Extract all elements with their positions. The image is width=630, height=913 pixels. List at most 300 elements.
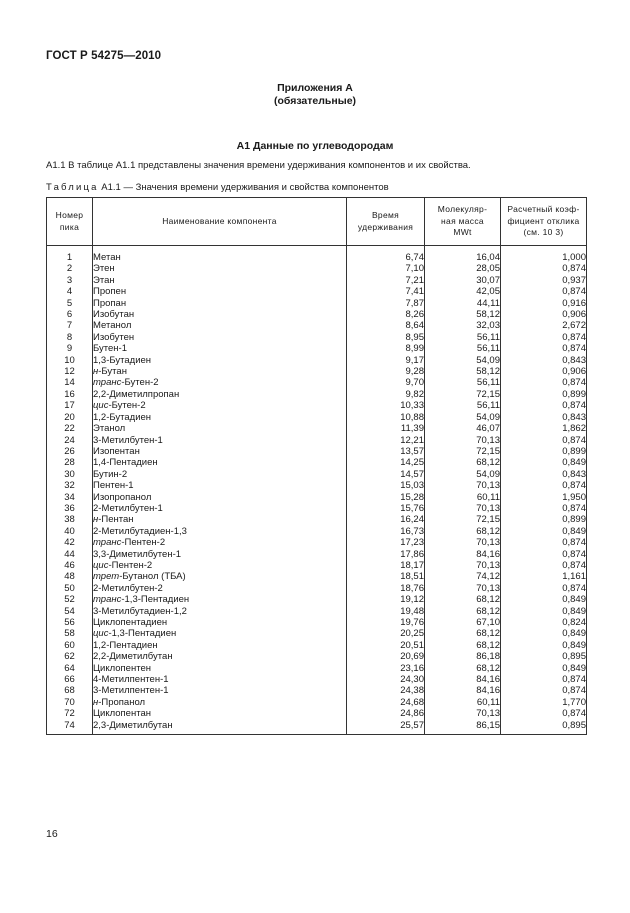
peak-number-cell: 20 [47,412,93,423]
retention-time-cell: 24,30 [347,674,425,685]
name-prefix-italic: транс [93,377,122,389]
response-factor-cell: 0,843 [501,412,587,423]
table-row [47,628,587,639]
component-name-cell [93,400,347,411]
retention-time-cell: 24,68 [347,697,425,708]
component-name-cell [93,549,347,560]
retention-time-cell: 12,21 [347,435,425,446]
name-prefix-italic: н [93,366,99,378]
component-name-cell [93,708,347,719]
retention-time-cell: 15,28 [347,492,425,503]
response-factor-cell: 0,874 [501,377,587,388]
retention-time-cell: 19,12 [347,594,425,605]
table-row [47,446,587,457]
name-text: Циклопентен [93,662,151,674]
table-row [47,492,587,503]
component-name-cell [93,640,347,651]
col-header-response-factor [501,198,587,246]
molecular-mass-cell: 58,12 [425,366,501,377]
response-factor-cell: 0,906 [501,366,587,377]
name-text: Пентен-1 [93,480,134,492]
name-text: 2-Метилбутен-2 [93,582,163,594]
retention-time-cell: 18,17 [347,560,425,571]
molecular-mass-cell: 44,11 [425,298,501,309]
component-name-cell [93,389,347,400]
component-name-cell [93,377,347,388]
component-name-cell [93,674,347,685]
col-header-line: ная масса [441,215,484,226]
components-table [46,197,587,735]
response-factor-cell: 0,874 [501,332,587,343]
molecular-mass-cell: 58,12 [425,309,501,320]
table-row [47,275,587,286]
peak-number-cell: 1 [47,252,93,263]
name-text: 2,2-Диметилбутан [93,651,173,663]
retention-time-cell: 16,24 [347,514,425,525]
name-text: Пропен [93,286,127,298]
table-row [47,583,587,594]
name-prefix-italic: транс [93,594,122,606]
component-name-cell [93,286,347,297]
col-header-line: Время [371,210,400,220]
name-text: Метан [93,252,121,263]
table-row [47,503,587,514]
table-row [47,377,587,388]
name-text: Циклопентадиен [93,617,168,628]
table-row [47,389,587,400]
component-name-cell [93,332,347,343]
table-row [47,355,587,366]
table-row [47,400,587,411]
table-caption-label: Таблица [46,182,99,193]
name-text: -Бутен-2 [121,377,159,389]
table-row [47,663,587,674]
col-header-line: Номер [55,210,84,220]
molecular-mass-cell: 56,11 [425,377,501,388]
molecular-mass-cell: 54,09 [425,355,501,366]
peak-number-cell: 38 [47,514,93,525]
component-name-cell [93,526,347,537]
table-body [47,246,587,735]
molecular-mass-cell: 70,13 [425,480,501,491]
response-factor-cell: 0,849 [501,457,587,468]
name-text: Бутен-1 [93,343,127,355]
retention-time-cell: 19,76 [347,617,425,628]
peak-number-cell: 30 [47,469,93,480]
table-row [47,606,587,617]
component-name-cell [93,537,347,548]
response-factor-cell: 0,874 [501,560,587,571]
name-text: Этан [93,274,115,286]
retention-time-cell: 9,28 [347,366,425,377]
component-name-cell [93,514,347,525]
name-text: Метанол [93,320,132,332]
peak-number-cell: 72 [47,708,93,719]
response-factor-cell: 0,849 [501,663,587,674]
table-row [47,674,587,685]
response-factor-cell: 0,916 [501,298,587,309]
table-row [47,514,587,525]
name-prefix-italic: цис [93,559,109,571]
name-text: 1,2-Пентадиен [93,639,158,651]
table-row [47,697,587,708]
retention-time-cell: 16,73 [347,526,425,537]
name-text: -1,3-Пентадиен [108,628,177,640]
molecular-mass-cell: 60,11 [425,492,501,503]
molecular-mass-cell: 28,05 [425,263,501,274]
peak-number-cell: 22 [47,423,93,434]
retention-time-cell: 20,51 [347,640,425,651]
retention-time-cell: 10,33 [347,400,425,411]
table-row [47,560,587,571]
peak-number-cell: 34 [47,492,93,503]
name-text: Изобутен [93,331,135,343]
response-factor-cell: 0,937 [501,275,587,286]
table-row [47,252,587,263]
name-text: Пропан [93,297,127,309]
peak-number-cell: 60 [47,640,93,651]
retention-time-cell: 25,57 [347,720,425,735]
molecular-mass-cell: 70,13 [425,435,501,446]
name-text: 3-Метилбутадиен-1,2 [93,605,187,617]
name-text: Изобутан [93,309,135,321]
molecular-mass-cell: 68,12 [425,457,501,468]
retention-time-cell: 9,82 [347,389,425,400]
table-row [47,366,587,377]
name-prefix-italic: трет [93,571,120,583]
peak-number-cell: 36 [47,503,93,514]
peak-number-cell: 26 [47,446,93,457]
name-prefix-italic: н [93,696,99,708]
component-name-cell [93,355,347,366]
molecular-mass-cell: 56,11 [425,343,501,354]
name-text: -Пропанол [98,696,146,708]
name-prefix-italic: транс [93,537,122,549]
molecular-mass-cell: 72,15 [425,446,501,457]
table-row [47,263,587,274]
response-factor-cell: 0,849 [501,628,587,639]
molecular-mass-cell: 60,11 [425,697,501,708]
retention-time-cell: 9,17 [347,355,425,366]
section-intro: А1.1 В таблице А1.1 представлены значения времени удерживания компонентов и их свойства. [46,160,471,171]
name-text: Изопропанол [93,491,152,503]
appendix-subtitle: (обязательные) [273,95,357,107]
peak-number-cell: 46 [47,560,93,571]
component-name-cell [93,503,347,514]
response-factor-cell: 0,843 [501,469,587,480]
molecular-mass-cell: 68,12 [425,640,501,651]
molecular-mass-cell: 84,16 [425,549,501,560]
table-row [47,651,587,662]
retention-time-cell: 7,10 [347,263,425,274]
name-text: 3-Метилпентен-1 [93,685,169,697]
retention-time-cell: 15,76 [347,503,425,514]
peak-number-cell: 42 [47,537,93,548]
molecular-mass-cell: 86,18 [425,651,501,662]
component-name-cell [93,298,347,309]
retention-time-cell: 20,25 [347,628,425,639]
molecular-mass-cell: 70,13 [425,503,501,514]
molecular-mass-cell: 72,15 [425,514,501,525]
molecular-mass-cell: 16,04 [425,252,501,263]
response-factor-cell: 0,874 [501,537,587,548]
page-number: 16 [46,828,58,840]
peak-number-cell: 32 [47,480,93,491]
component-name-cell [93,412,347,423]
component-name-cell [93,366,347,377]
peak-number-cell: 12 [47,366,93,377]
peak-number-cell: 3 [47,275,93,286]
response-factor-cell: 0,874 [501,685,587,696]
response-factor-cell: 0,849 [501,606,587,617]
peak-number-cell: 44 [47,549,93,560]
retention-time-cell: 7,87 [347,298,425,309]
peak-number-cell: 10 [47,355,93,366]
component-name-cell [93,263,347,274]
molecular-mass-cell: 30,07 [425,275,501,286]
table-row [47,320,587,331]
retention-time-cell: 17,23 [347,537,425,548]
name-text: 2,3-Диметилбутан [93,719,173,731]
molecular-mass-cell: 84,16 [425,685,501,696]
response-factor-cell: 0,874 [501,343,587,354]
molecular-mass-cell: 68,12 [425,526,501,537]
molecular-mass-cell: 86,15 [425,720,501,735]
peak-number-cell: 2 [47,263,93,274]
molecular-mass-cell: 70,13 [425,708,501,719]
table-row [47,286,587,297]
molecular-mass-cell: 54,09 [425,412,501,423]
table-row [47,343,587,354]
response-factor-cell: 0,874 [501,435,587,446]
response-factor-cell: 1,161 [501,571,587,582]
component-name-cell [93,435,347,446]
retention-time-cell: 13,57 [347,446,425,457]
peak-number-cell: 74 [47,720,93,735]
component-name-cell [93,571,347,582]
retention-time-cell: 8,26 [347,309,425,320]
response-factor-cell: 1,770 [501,697,587,708]
name-text: -Пентен-2 [108,559,153,571]
molecular-mass-cell: 70,13 [425,583,501,594]
component-name-cell [93,309,347,320]
component-name-cell [93,720,347,735]
component-name-cell [93,594,347,605]
name-text: 2-Метилбутадиен-1,3 [93,525,187,537]
name-prefix-italic: н [93,514,99,526]
response-factor-cell: 0,899 [501,389,587,400]
table-row [47,571,587,582]
retention-time-cell: 17,86 [347,549,425,560]
response-factor-cell: 0,874 [501,708,587,719]
molecular-mass-cell: 46,07 [425,423,501,434]
name-text: Бутин-2 [93,468,128,480]
name-text: Этанол [93,423,126,435]
name-text: 3,3-Диметилбутен-1 [93,548,182,560]
appendix-title: Приложения А [277,82,353,94]
peak-number-cell: 40 [47,526,93,537]
peak-number-cell: 6 [47,309,93,320]
molecular-mass-cell: 56,11 [425,400,501,411]
name-text: -Бутан [98,366,127,378]
name-text: -Пентан [98,514,134,526]
peak-number-cell: 7 [47,320,93,331]
molecular-mass-cell: 74,12 [425,571,501,582]
col-header-molecular-mass [425,198,501,246]
retention-time-cell: 8,99 [347,343,425,354]
retention-time-cell: 9,70 [347,377,425,388]
retention-time-cell: 20,69 [347,651,425,662]
response-factor-cell: 1,862 [501,423,587,434]
table-row [47,720,587,735]
peak-number-cell: 17 [47,400,93,411]
col-header-retention-time [347,198,425,246]
peak-number-cell: 62 [47,651,93,662]
peak-number-cell: 14 [47,377,93,388]
name-prefix-italic: цис [93,628,109,640]
peak-number-cell: 68 [47,685,93,696]
table-row [47,309,587,320]
component-name-cell [93,697,347,708]
table-row [47,708,587,719]
standard-number: ГОСТ Р 54275—2010 [46,50,162,62]
component-name-cell [93,663,347,674]
molecular-mass-cell: 56,11 [425,332,501,343]
peak-number-cell: 8 [47,332,93,343]
response-factor-cell: 0,874 [501,549,587,560]
peak-number-cell: 54 [47,606,93,617]
retention-time-cell: 8,64 [347,320,425,331]
component-name-cell [93,606,347,617]
retention-time-cell: 24,86 [347,708,425,719]
name-text: 4-Метилпентен-1 [93,674,169,686]
component-name-cell [93,320,347,331]
response-factor-cell: 0,874 [501,400,587,411]
table-row [47,526,587,537]
retention-time-cell: 7,41 [347,286,425,297]
col-header-line: фициент отклика [507,215,580,226]
component-name-cell [93,446,347,457]
component-name-cell [93,469,347,480]
molecular-mass-cell: 68,12 [425,663,501,674]
retention-time-cell: 7,21 [347,275,425,286]
response-factor-cell: 0,895 [501,720,587,735]
name-text: 1,2-Бутадиен [93,411,152,423]
retention-time-cell: 11,39 [347,423,425,434]
table-row [47,640,587,651]
col-header-line: Расчетный коэф- [507,204,580,215]
response-factor-cell: 0,906 [501,309,587,320]
response-factor-cell: 0,849 [501,594,587,605]
section-title: А1 Данные по углеводородам [236,140,394,152]
response-factor-cell: 1,950 [501,492,587,503]
name-text: 2,2-Диметилпропан [93,388,180,400]
response-factor-cell: 0,899 [501,514,587,525]
peak-number-cell: 5 [47,298,93,309]
molecular-mass-cell: 42,05 [425,286,501,297]
response-factor-cell: 0,874 [501,286,587,297]
component-name-cell [93,583,347,594]
name-text: Циклопентан [93,708,151,720]
molecular-mass-cell: 70,13 [425,560,501,571]
name-text: -1,3-Пентадиен [121,594,190,606]
table-row [47,549,587,560]
peak-number-cell: 9 [47,343,93,354]
retention-time-cell: 15,03 [347,480,425,491]
molecular-mass-cell: 68,12 [425,628,501,639]
peak-number-cell: 58 [47,628,93,639]
retention-time-cell: 8,95 [347,332,425,343]
peak-number-cell: 48 [47,571,93,582]
peak-number-cell: 4 [47,286,93,297]
table-caption-text: А1.1 — Значения времени удерживания и свойства компонентов [98,182,389,193]
component-name-cell [93,492,347,503]
retention-time-cell: 19,48 [347,606,425,617]
table-row [47,480,587,491]
retention-time-cell: 6,74 [347,252,425,263]
col-header-line: пика [59,221,80,232]
table-row [47,298,587,309]
component-name-cell [93,343,347,354]
peak-number-cell: 52 [47,594,93,605]
component-name-cell [93,685,347,696]
table-row [47,423,587,434]
response-factor-cell: 0,849 [501,640,587,651]
table-row [47,594,587,605]
molecular-mass-cell: 32,03 [425,320,501,331]
retention-time-cell: 24,38 [347,685,425,696]
retention-time-cell: 10,88 [347,412,425,423]
component-name-cell [93,252,347,263]
retention-time-cell: 14,25 [347,457,425,468]
molecular-mass-cell: 67,10 [425,617,501,628]
peak-number-cell: 64 [47,663,93,674]
col-header-line: Наименование компонента [162,215,277,226]
response-factor-cell: 0,874 [501,674,587,685]
table-row [47,435,587,446]
col-header-line: MWt [453,227,472,238]
molecular-mass-cell: 54,09 [425,469,501,480]
name-text: -Пентен-2 [121,537,166,549]
molecular-mass-cell: 72,15 [425,389,501,400]
col-header-line: (см. 10 3) [523,227,564,238]
peak-number-cell: 50 [47,583,93,594]
response-factor-cell: 0,849 [501,526,587,537]
name-text: 1,4-Пентадиен [93,457,158,469]
retention-time-cell: 14,57 [347,469,425,480]
peak-number-cell: 24 [47,435,93,446]
table-header-row [47,198,587,246]
table-row [47,469,587,480]
component-name-cell [93,651,347,662]
response-factor-cell: 2,672 [501,320,587,331]
table-row [47,537,587,548]
component-name-cell [93,617,347,628]
name-text: -Бутанол (ТБА) [119,571,186,583]
retention-time-cell: 18,76 [347,583,425,594]
table-row [47,457,587,468]
response-factor-cell: 0,874 [501,583,587,594]
col-header-peak-number [47,198,93,246]
table-caption [46,182,389,193]
component-name-cell [93,480,347,491]
name-text: 3-Метилбутен-1 [93,434,163,446]
molecular-mass-cell: 68,12 [425,606,501,617]
response-factor-cell: 0,824 [501,617,587,628]
retention-time-cell: 18,51 [347,571,425,582]
name-text: 2-Метилбутен-1 [93,502,163,514]
response-factor-cell: 0,874 [501,503,587,514]
